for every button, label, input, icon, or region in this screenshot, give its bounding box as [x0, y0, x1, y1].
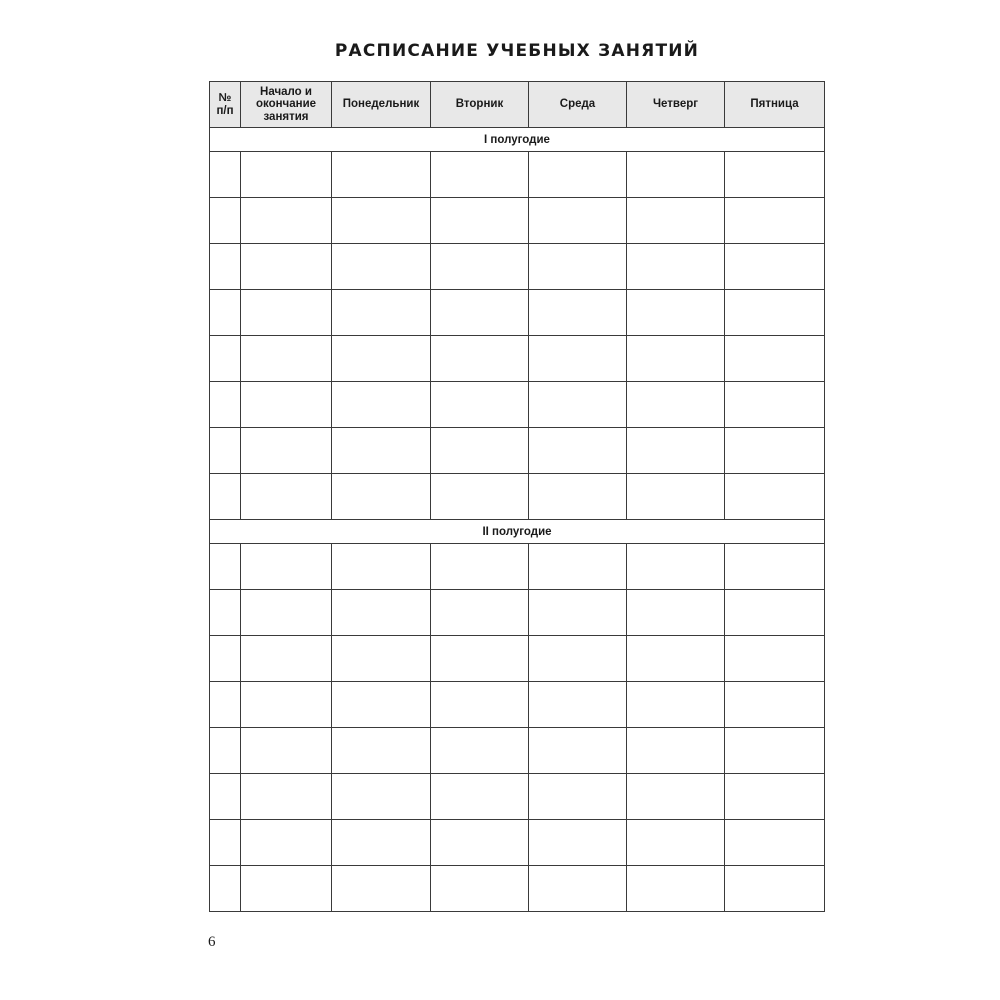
page-title: РАСПИСАНИЕ УЧЕБНЫХ ЗАНЯТИЙ: [334, 41, 700, 61]
cell-friday[interactable]: [725, 774, 825, 820]
cell-thursday[interactable]: [627, 544, 725, 590]
cell-monday[interactable]: [332, 244, 431, 290]
cell-monday[interactable]: [332, 382, 431, 428]
cell-number[interactable]: [210, 290, 241, 336]
cell-time[interactable]: [241, 382, 332, 428]
cell-monday[interactable]: [332, 336, 431, 382]
cell-friday[interactable]: [725, 728, 825, 774]
cell-time[interactable]: [241, 152, 332, 198]
cell-thursday[interactable]: [627, 290, 725, 336]
cell-wednesday[interactable]: [529, 636, 627, 682]
column-header-monday: Понедельник: [332, 82, 431, 128]
cell-friday[interactable]: [725, 152, 825, 198]
cell-tuesday[interactable]: [431, 774, 529, 820]
cell-monday[interactable]: [332, 428, 431, 474]
cell-friday[interactable]: [725, 244, 825, 290]
table-row: [210, 244, 825, 290]
table-row: [210, 636, 825, 682]
cell-time[interactable]: [241, 428, 332, 474]
table-row: [210, 428, 825, 474]
cell-monday[interactable]: [332, 590, 431, 636]
section-label: I полугодие: [210, 128, 825, 152]
cell-wednesday[interactable]: [529, 152, 627, 198]
cell-number[interactable]: [210, 544, 241, 590]
cell-friday[interactable]: [725, 544, 825, 590]
cell-number[interactable]: [210, 336, 241, 382]
cell-tuesday[interactable]: [431, 474, 529, 520]
cell-time[interactable]: [241, 590, 332, 636]
cell-wednesday[interactable]: [529, 544, 627, 590]
cell-tuesday[interactable]: [431, 866, 529, 912]
cell-thursday[interactable]: [627, 336, 725, 382]
cell-time[interactable]: [241, 682, 332, 728]
cell-wednesday[interactable]: [529, 590, 627, 636]
cell-wednesday[interactable]: [529, 336, 627, 382]
cell-monday[interactable]: [332, 774, 431, 820]
cell-tuesday[interactable]: [431, 636, 529, 682]
cell-wednesday[interactable]: [529, 474, 627, 520]
table-row: [210, 682, 825, 728]
cell-time[interactable]: [241, 820, 332, 866]
cell-wednesday[interactable]: [529, 382, 627, 428]
cell-time[interactable]: [241, 198, 332, 244]
cell-monday[interactable]: [332, 152, 431, 198]
cell-wednesday[interactable]: [529, 820, 627, 866]
column-header-time: Начало и окончание занятия: [241, 82, 332, 128]
cell-monday[interactable]: [332, 866, 431, 912]
cell-number[interactable]: [210, 474, 241, 520]
cell-monday[interactable]: [332, 198, 431, 244]
header-row: [210, 82, 825, 128]
schedule-table: [209, 81, 825, 912]
column-header-wednesday: Среда: [529, 82, 627, 128]
section-row: [210, 520, 825, 544]
cell-friday[interactable]: [725, 428, 825, 474]
cell-monday[interactable]: [332, 290, 431, 336]
cell-thursday[interactable]: [627, 866, 725, 912]
cell-friday[interactable]: [725, 198, 825, 244]
table-row: [210, 198, 825, 244]
cell-wednesday[interactable]: [529, 428, 627, 474]
cell-time[interactable]: [241, 290, 332, 336]
cell-tuesday[interactable]: [431, 682, 529, 728]
cell-friday[interactable]: [725, 590, 825, 636]
table-row: [210, 544, 825, 590]
cell-thursday[interactable]: [627, 244, 725, 290]
cell-time[interactable]: [241, 774, 332, 820]
cell-number[interactable]: [210, 820, 241, 866]
cell-monday[interactable]: [332, 636, 431, 682]
table-row: [210, 152, 825, 198]
cell-friday[interactable]: [725, 682, 825, 728]
column-header-number: № п/п: [210, 82, 241, 128]
table-row: [210, 590, 825, 636]
cell-thursday[interactable]: [627, 682, 725, 728]
cell-time[interactable]: [241, 728, 332, 774]
cell-thursday[interactable]: [627, 152, 725, 198]
page-number: 6: [208, 934, 216, 950]
cell-number[interactable]: [210, 428, 241, 474]
cell-friday[interactable]: [725, 290, 825, 336]
cell-monday[interactable]: [332, 820, 431, 866]
cell-monday[interactable]: [332, 544, 431, 590]
cell-tuesday[interactable]: [431, 290, 529, 336]
cell-friday[interactable]: [725, 474, 825, 520]
cell-thursday[interactable]: [627, 728, 725, 774]
cell-friday[interactable]: [725, 866, 825, 912]
cell-wednesday[interactable]: [529, 866, 627, 912]
cell-number[interactable]: [210, 866, 241, 912]
table-row: [210, 866, 825, 912]
cell-thursday[interactable]: [627, 636, 725, 682]
cell-tuesday[interactable]: [431, 820, 529, 866]
cell-thursday[interactable]: [627, 774, 725, 820]
cell-tuesday[interactable]: [431, 198, 529, 244]
cell-tuesday[interactable]: [431, 590, 529, 636]
cell-thursday[interactable]: [627, 820, 725, 866]
table-row: [210, 382, 825, 428]
cell-time[interactable]: [241, 474, 332, 520]
cell-number[interactable]: [210, 382, 241, 428]
table-row: [210, 290, 825, 336]
table-row: [210, 336, 825, 382]
cell-time[interactable]: [241, 866, 332, 912]
table-row: [210, 774, 825, 820]
cell-tuesday[interactable]: [431, 382, 529, 428]
cell-number[interactable]: [210, 682, 241, 728]
cell-friday[interactable]: [725, 636, 825, 682]
cell-tuesday[interactable]: [431, 336, 529, 382]
cell-number[interactable]: [210, 244, 241, 290]
cell-tuesday[interactable]: [431, 728, 529, 774]
cell-number[interactable]: [210, 590, 241, 636]
cell-thursday[interactable]: [627, 428, 725, 474]
cell-tuesday[interactable]: [431, 152, 529, 198]
cell-wednesday[interactable]: [529, 198, 627, 244]
cell-tuesday[interactable]: [431, 544, 529, 590]
cell-wednesday[interactable]: [529, 244, 627, 290]
cell-time[interactable]: [241, 544, 332, 590]
cell-wednesday[interactable]: [529, 774, 627, 820]
cell-number[interactable]: [210, 728, 241, 774]
cell-friday[interactable]: [725, 382, 825, 428]
cell-monday[interactable]: [332, 682, 431, 728]
cell-friday[interactable]: [725, 820, 825, 866]
schedule-body: [210, 128, 825, 912]
cell-tuesday[interactable]: [431, 428, 529, 474]
section-label: II полугодие: [210, 520, 825, 544]
cell-number[interactable]: [210, 198, 241, 244]
table-row: [210, 728, 825, 774]
cell-thursday[interactable]: [627, 198, 725, 244]
cell-monday[interactable]: [332, 728, 431, 774]
cell-thursday[interactable]: [627, 590, 725, 636]
column-header-thursday: Четверг: [627, 82, 725, 128]
cell-wednesday[interactable]: [529, 682, 627, 728]
cell-time[interactable]: [241, 336, 332, 382]
cell-tuesday[interactable]: [431, 244, 529, 290]
column-header-friday: Пятница: [725, 82, 825, 128]
cell-wednesday[interactable]: [529, 728, 627, 774]
cell-number[interactable]: [210, 636, 241, 682]
cell-thursday[interactable]: [627, 474, 725, 520]
table-row: [210, 474, 825, 520]
column-header-tuesday: Вторник: [431, 82, 529, 128]
cell-time[interactable]: [241, 244, 332, 290]
table-row: [210, 820, 825, 866]
cell-friday[interactable]: [725, 336, 825, 382]
cell-number[interactable]: [210, 774, 241, 820]
section-row: [210, 128, 825, 152]
cell-number[interactable]: [210, 152, 241, 198]
cell-monday[interactable]: [332, 474, 431, 520]
cell-thursday[interactable]: [627, 382, 725, 428]
cell-wednesday[interactable]: [529, 290, 627, 336]
cell-time[interactable]: [241, 636, 332, 682]
